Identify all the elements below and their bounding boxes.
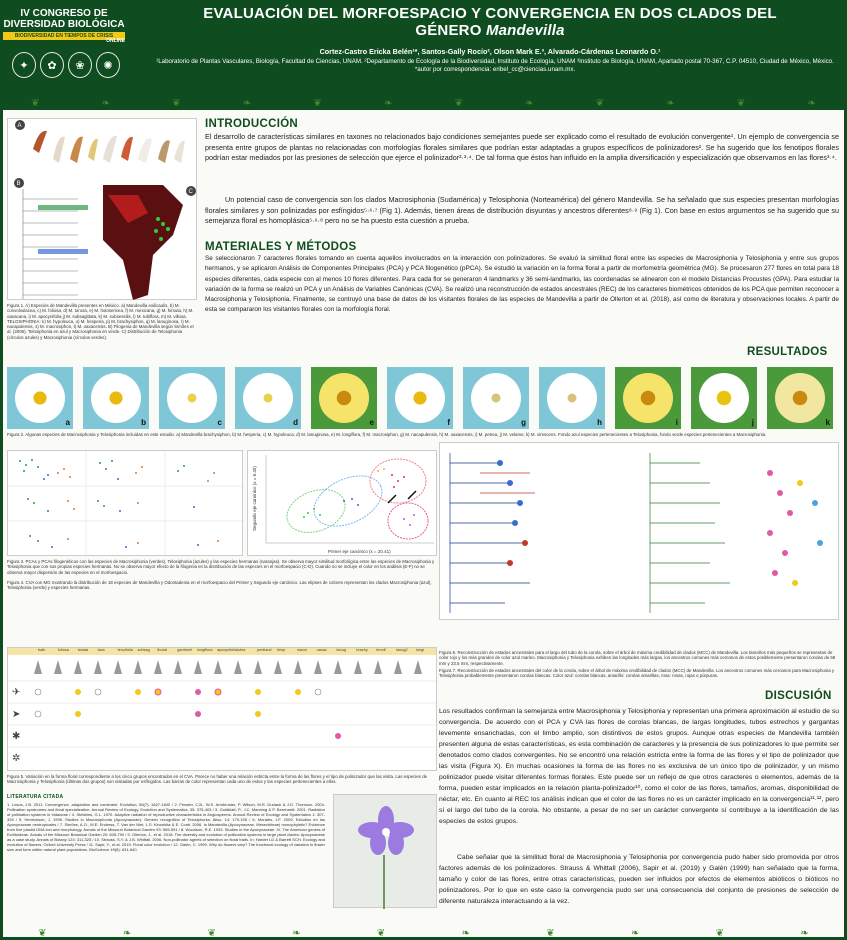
logo-online: ONLINE bbox=[106, 38, 125, 44]
table-header: oaxac bbox=[316, 648, 327, 652]
table-header: tenuif bbox=[376, 648, 386, 652]
logo-line2: DIVERSIDAD BIOLÓGICA bbox=[3, 19, 125, 30]
flower-letter: h bbox=[597, 418, 602, 427]
svg-text:B: B bbox=[16, 181, 21, 187]
table-header: lanug bbox=[336, 648, 346, 652]
flower-photo-illustration bbox=[334, 795, 438, 909]
authors: Cortez-Castro Ericka Belén¹*, Santos-Gally Rocío², Olson Mark E.³, Alvarado-Cárdenas Leonardo O.¹ bbox=[319, 47, 661, 56]
flower-photo-i bbox=[615, 367, 681, 429]
ancestral-state-trees bbox=[440, 443, 840, 621]
table-header: laxa bbox=[97, 648, 105, 652]
bee-icon: ✲ bbox=[12, 753, 21, 764]
ciencias-seal-icon: ✿ bbox=[40, 52, 64, 78]
figure-1 bbox=[7, 118, 197, 300]
institution-seals bbox=[12, 52, 122, 78]
hummingbird-icon: ✈ bbox=[12, 687, 21, 698]
table-header: longiflora bbox=[197, 648, 213, 652]
title-line2 bbox=[140, 22, 840, 39]
methods-heading: MATERIALES Y MÉTODOS bbox=[205, 241, 357, 253]
table-header: subsag bbox=[137, 648, 150, 652]
unam-seal-icon: ✦ bbox=[12, 52, 36, 78]
title-line2-plain: GÉNERO bbox=[415, 22, 486, 39]
flower-photo-h bbox=[539, 367, 605, 429]
intro-paragraph-1: El desarrollo de características similares en taxones no relacionados bajo condiciones semejantes puede ser explicado como el resultado de evolución convergente¹. Un ejemplo de convergencia se presenta entre grupos de plantas no relacionadas con morfologías florales similares que podrían estar adaptadas a grupos específicos de polinizadores². Se ha sugerido que los fenotipos florales podrían estar mediados por las presiones de selección que ejerce el polinizador²·³·⁴. De tal forma que éstos han influido en la amplia diversificación y especialización que observamos en las flores³·⁴. bbox=[205, 132, 839, 162]
flower-photo-k bbox=[767, 367, 833, 429]
congress-logo bbox=[3, 8, 125, 48]
figure-3-caption: Figura 3. PCAs y PCAs filogenéticos con las especies de Macrosiphonia (verdes), Telosiphonia (azules) y las especies hermanas (naranjas). Se observa mayor similitud morfológica entre las especies de Macrosiphonia y Telosiphonia que con sus propias especies hermanas. No se observa mayor efecto de la filogenia en la distribución de las especies en el morfoespacio (C-D). Cuando no se incluye el color en los análisis (E-F) no se observa mayor dispersión de las especies en el morfoespacio. bbox=[7, 559, 435, 575]
logo-line1: IV CONGRESO DE bbox=[20, 8, 108, 19]
discussion-paragraph-2: Cabe señalar que la similitud floral de Macrosiphonia y Telosiphonia por convergencia pudo haber sido promovida por otros factores además de los polinizadores. Strauss & Whittall (2006), Sapir et al. (2019) y Galén (1999) han señalado que la forma, tamaño y color de las flores, entre otras características, pueden ser influidos por efectos de elementos abióticos o bióticos no polinizadores. Por lo que en este caso la convergencia pudo ser una consecuencia del conjunto de presiones de selección de diferente naturaleza interactuando a la vez. bbox=[439, 854, 839, 905]
table-header: gardnerii bbox=[177, 648, 193, 652]
discussion-heading: DISCUSIÓN bbox=[765, 690, 832, 702]
intro-heading: INTRODUCCIÓN bbox=[205, 118, 299, 130]
table-header: fluvial bbox=[157, 648, 168, 652]
figure-3-pca-plots bbox=[7, 450, 243, 556]
ecologia-seal-icon: ❀ bbox=[68, 52, 92, 78]
moth-icon: ✱ bbox=[12, 731, 21, 742]
table-header: brachy bbox=[356, 648, 368, 652]
discussion-paragraph-1: Los resultados confirman la semejanza entre Macrosiphonia y Telosiphonia y representan una primera aproximación al estudio de su convergencia. De acuerdo con el PCA y CVA las flores de corolas blancas, de largas longitudes, tubos estrechos y gargantas levemente ensanchadas, con el limbo amplio, son distintivos de estos grupos. Aunque otras especies de Mandevilla también presenten alguna de estas características, es esta combinación de caracteres y la presencia de sus polinizadores lo que permite ser denotados como clados convergentes. No se encontró una relación estricta entre la forma de las flores y el tipo de polinizador que las visita (Figura X). En muchas ocasiones la forma de las flores no es exclusiva de un único tipo de polinizador, y un mismo polinizador puede visitar diferentes formas florales. Este puede ser un reflejo de que otros caracteres o elementos, además de la forma, pueden estar implicados en la relación planta-polinizador¹⁰, como el color de las flores, tamaños, aromas, disponibilidad de néctar, etc. En cuanto al REC los análisis indican que el color de las flores no es un carácter implicado en la convergencia¹¹·¹², pero sí el largo del tubo de la corola. No obstante, a pesar de no ser un carácter convergente sí contribuye a la identificación de las especies de estos grupos. bbox=[439, 708, 839, 825]
poster-body bbox=[3, 110, 844, 937]
leaf-vine-top: ❦ ❧ ❦ ❧ ❦ ❧ ❦ ❧ ❦ ❧ ❦ ❧ bbox=[31, 97, 816, 109]
flower-photo-b bbox=[83, 367, 149, 429]
title-line1: EVALUACIÓN DEL MORFOESPACIO Y CONVERGENCIA EN DOS CLADOS DEL bbox=[203, 5, 777, 22]
figure-5-caption: Figura 5. Variación en la forma floral correspondiente a los cinco grupos encontrados en el CVA. Parece no haber una relación estricta entre la forma de las flores y el tipo de polinizador que las visita. Las especies de Macrosiphonia y Telosiphonia (últimas dos grupos) son visitadas por esfíngidos. Las barras de color representan cada uno de estos y las especies pertenecientes a ellos. bbox=[7, 774, 428, 785]
figure-5-pollinator-table bbox=[7, 647, 437, 771]
results-heading: RESULTADOS bbox=[747, 346, 828, 358]
table-header: hesp bbox=[276, 648, 286, 652]
flower-letter: f bbox=[447, 418, 450, 427]
table-header-row bbox=[8, 648, 436, 655]
figure-7-caption: Figura 7. Reconstrucción de estados ancestrales del color de la corola, sobre el árbol de máxima credibilidad de clados (MCC) de Mandevilla. Los ancestros comunes más cercanos para Macrosiphonia y Telosiphonia probablemente presentaron corolas blancas. Color azul: corolas blancas, amarillo: corolas amarillas, rosa: rosas, rojas o púrpuras. bbox=[439, 668, 835, 679]
figure-1-panels bbox=[8, 119, 198, 301]
flower-letter: b bbox=[141, 418, 146, 427]
figure-6-7-phylogenies bbox=[439, 442, 839, 620]
methods-paragraph: Se seleccionaron 7 caracteres florales tomando en cuenta aquellos involucrados en la interacción con polinizadores. Se evaluó la similitud floral entre las especies de Macrosiphonia y Telosiphonia y entre sus grupos hermanos, y se aplicaron Análisis de Componentes Principales (PCA) y PCA filogenético (pPCA). Se estudió la variación en la forma floral a partir de morfometría geométrica (MG). Se procesaron 277 flores en total para 18 especies diferentes, cada especie con al menos 10 flores diferentes. Para cada flor se generaron 4 landmarks y 36 semi-landmarks, las coordenadas se alinearon con el modelo Distancias Procustes (GPA). Para estudiar la variación de la forma se realizó un PCA y un Análisis de Variables Canónicas (CVA). Se realizó una reconstrucción de estados ancestrales (REC) de los caracteres biométricos obtenidos de los PCA que permiten reconocer a Macrosiphonia y Telosiphonia. Finalmente, se contruyó una base de datos de los visitantes florales de las especies de Mandevilla a partir de Ollerton et al. (2018), así como de literatura y observaciones locales. A partir de esta se compararon los visitantes florales con la morfología floral. bbox=[205, 255, 839, 314]
flower-photo-f bbox=[387, 367, 453, 429]
pollinator-grid bbox=[8, 655, 438, 771]
table-header: tenuifolia bbox=[117, 648, 133, 652]
pca-scatter-panels bbox=[8, 451, 244, 557]
leaf-vine-bottom: ❦ ❧ ❦ ❧ ❦ ❧ ❦ ❧ ❦ ❧ bbox=[38, 927, 809, 939]
flower-letter: k bbox=[825, 418, 830, 427]
table-header: longi bbox=[416, 648, 425, 652]
poster-header bbox=[0, 0, 847, 98]
flower-letter: e bbox=[369, 418, 374, 427]
logo-tagline: BIODIVERSIDAD EN TIEMPOS DE CRISIS bbox=[3, 32, 125, 40]
cva-plot bbox=[248, 451, 438, 557]
flower-photo-j bbox=[691, 367, 757, 429]
table-header: lutea bbox=[237, 648, 246, 652]
distribution-map bbox=[103, 185, 183, 300]
flower-letter: a bbox=[65, 418, 70, 427]
flower-letter: j bbox=[751, 418, 754, 427]
table-header: macro bbox=[296, 648, 308, 652]
flower-photo-c bbox=[159, 367, 225, 429]
figure-4-caption: Figura 4. CVA con MG mostrando la distribución de 18 especies de Mandevilla y Odontadenia en el morfoespacio del Primer y Segundo eje canónico. Las elipses de colores representan los clados Macrosiphonia (azul), Telosiphonia (verde) y especies hermanas. bbox=[7, 580, 432, 591]
flower-letter: g bbox=[521, 418, 526, 427]
literature-text: 1. Losos, J.B. 2011. Convergence, adaptation and constraint. Evolution, 65(7): 1827-1840 / 2. Fenster, C.B., W.S. Armbruster, P. Wilson, M.R. Dudash & J.D. Thomson. 2004. Pollination syndromes and floral specialization. Annual Review of Ecology, Evolution and Systematics. 35: 375-403 / 3. Goldblatt, P., J.C. Manning & P. Bernhardt. 2001. Radiation of pollination systems in Iridaceae / 4. Stebbins, G.L. 1970. Adaptive radiation of reproductive characteristics in Angiosperms. Annual Review of Ecology and Systematics 1: 307-326 / 5. Henrickson, J. 1996. Studies in Macrosiphonia (Apocynaceae): Generic recognition of Telosiphonia. Aliso. 14: 179-195 / 6. Morales, J.F. 2009. Estudios en las Apocynaceae neotropicales / 7. Simões, A.O., M.E. Endress, T. Van der Niet, L.S. Kinoshita & E. Conti. 2006. Is Mandevilla (Apocynaceae, Mesechiteae) monophyletic? Evidence from five plastid DNA loci and morphology. Annals of the Missouri Botanical Garden 93: 565-591 / 8. Woodson, R.E. 1933. Studies in the Apocynaceae. IV. The American genera of Echitoideae. Annals of the Missouri Botanical Garden 20: 605-790 / 9. Ollerton, J., et al. 2018. The diversity and evolution of pollination systems in large plant clades: Apocynaceae as a case study. Annals of Botany 123: 311-325 / 10. Strauss, S.Y. & J.B. Whittall. 2006. Non-pollinator agents of selection on floral traits. In: Harder LD & Barrett SCH. Ecology and evolution of flowers. Oxford University Press / 11. Sapir, Y., et al. 2019. Floral color evolution / 12. Galén, C. 1999. Why do flowers vary? The functional ecology of variation in flower size and form within natural plant populations. BioScience 49(8): 631-640. bbox=[7, 802, 325, 852]
flower-photo-e bbox=[311, 367, 377, 429]
table-header: apocynifolia bbox=[217, 648, 238, 652]
figure-6-caption: Figura 6. Reconstrucción de estados ancestrales para el largo del tubo de la corola, sobre el árbol de máxima credibilidad de clados (MCC) de Mandevilla. Los tamaños más pequeños se representan de color rojo y los más grandes de color azul marino. Macrosiphonia y Telosiphonia exhiben las longitudes más largas, los ancestros comunes más cercanos de estos posiblemente presentaron corolas de 68 mm y 23.5 mm, respectivamente. bbox=[439, 650, 836, 666]
title-line2-italic: Mandevilla bbox=[485, 22, 565, 39]
flower-photo-g bbox=[463, 367, 529, 429]
table-header: bath bbox=[38, 648, 46, 652]
flower-letter: c bbox=[217, 418, 222, 427]
biologia-seal-icon: ✺ bbox=[96, 52, 120, 78]
table-header: lanata bbox=[77, 648, 89, 652]
table-header: foliosa bbox=[57, 648, 69, 652]
poster-title bbox=[140, 5, 840, 39]
figure-2-caption: Figura 2. Algunas especies de Macrosiphonia y Telosiphonia incluidas en este estudio. a) Mandevilla brachysiphon, b) M. hesperia, c) M. hypoleuca, d) M. lanuginosa, e) M. longiflora, f) M. macrosiphon, g) M. nacapulensis, h) M. oaxacensis, i) M. petrea, j) M. velame, k) M. virescens. Fondo azul especies pertenecientes a Telosiphonia, fondo verde especies pertenecientes a Macrosiphonia. bbox=[7, 432, 767, 437]
figure-1-caption: Figura 1. A) Especies de Mandevilla presentes en México. a) Mandevilla exilicaulis, b) M. convolvulacea, c) M. foliosa, d) M. torosa, e) M. holosericea, f) M. mexicana, g) M. hirsuta, h) M. oaxacana, i) M. apocynifolia j) M. subsagittata, k) M. subsessilis, l) M. tubiflora, m) M. villosa. TELOSIPHONIA: n) M. hypoleuca, o) M. hesperia, p) M. brachysiphon, q) M. lanuginosa, r) M. nacapulensis, s) M. macrosiphon, t) M. oaxacensis. B) Filogenia de Mandevilla según Simões et al. (2006). Telosiphonia en azul y Macrosiphonia en verde. C) Distribución de Telosiphonia (círculos azules) y Macrosiphonia (círculos verdes). bbox=[7, 303, 194, 340]
flower-silhouettes bbox=[33, 131, 185, 163]
intro-paragraph-2: Un potencial caso de convergencia son los clados Macrosiphonia (Sudamérica) y Telosiphonia (Norteamérica) del género Mandevilla. Se ha señalado que sus especies presentan morfologías florales similares y son polinizadas por esfíngidos⁵·⁶·⁷ (Fig 1). Además, tienen áreas de distribución disyuntas y ancestros diferentes⁸·⁹ (Fig 1). Con base en estos argumentos se ha sugerido que su semejanza floral es homoplásica⁵·⁶·⁸ pero no se ha puesto esta cuestión a prueba. bbox=[205, 195, 839, 225]
literature-heading: LITERATURA CITADA bbox=[7, 794, 64, 800]
table-header: lanug2 bbox=[396, 648, 408, 652]
flower-photo-d bbox=[235, 367, 301, 429]
figure-4-cva-plot bbox=[247, 450, 437, 556]
flower-letter: d bbox=[293, 418, 298, 427]
bird-icon: ➤ bbox=[12, 709, 21, 720]
svg-text:C: C bbox=[188, 189, 193, 195]
cva-x-axis-label: Primer eje canónico (x = 20.41) bbox=[328, 549, 391, 554]
flower-photo-a bbox=[7, 367, 73, 429]
mandevilla-photo bbox=[333, 794, 437, 908]
cva-y-axis-label: Segundo eje canónico (x = 6.45) bbox=[252, 466, 257, 531]
affiliations: ¹Laboratorio de Plantas Vasculares, Biología, Facultad de Ciencias, UNAM. ²Departamento de Ecología de la Biodiversidad, Instituto de Ecología, UNAM ³Instituto de Biología, UNAM, Apartado postal 70-367, C.P. 04510, Ciudad de México, México. *autor por correspondencia: eribel_cc@ciencias.unam.mx. bbox=[156, 58, 834, 73]
svg-text:A: A bbox=[17, 123, 22, 129]
flower-letter: i bbox=[675, 418, 678, 427]
table-header: pentland bbox=[256, 648, 272, 652]
